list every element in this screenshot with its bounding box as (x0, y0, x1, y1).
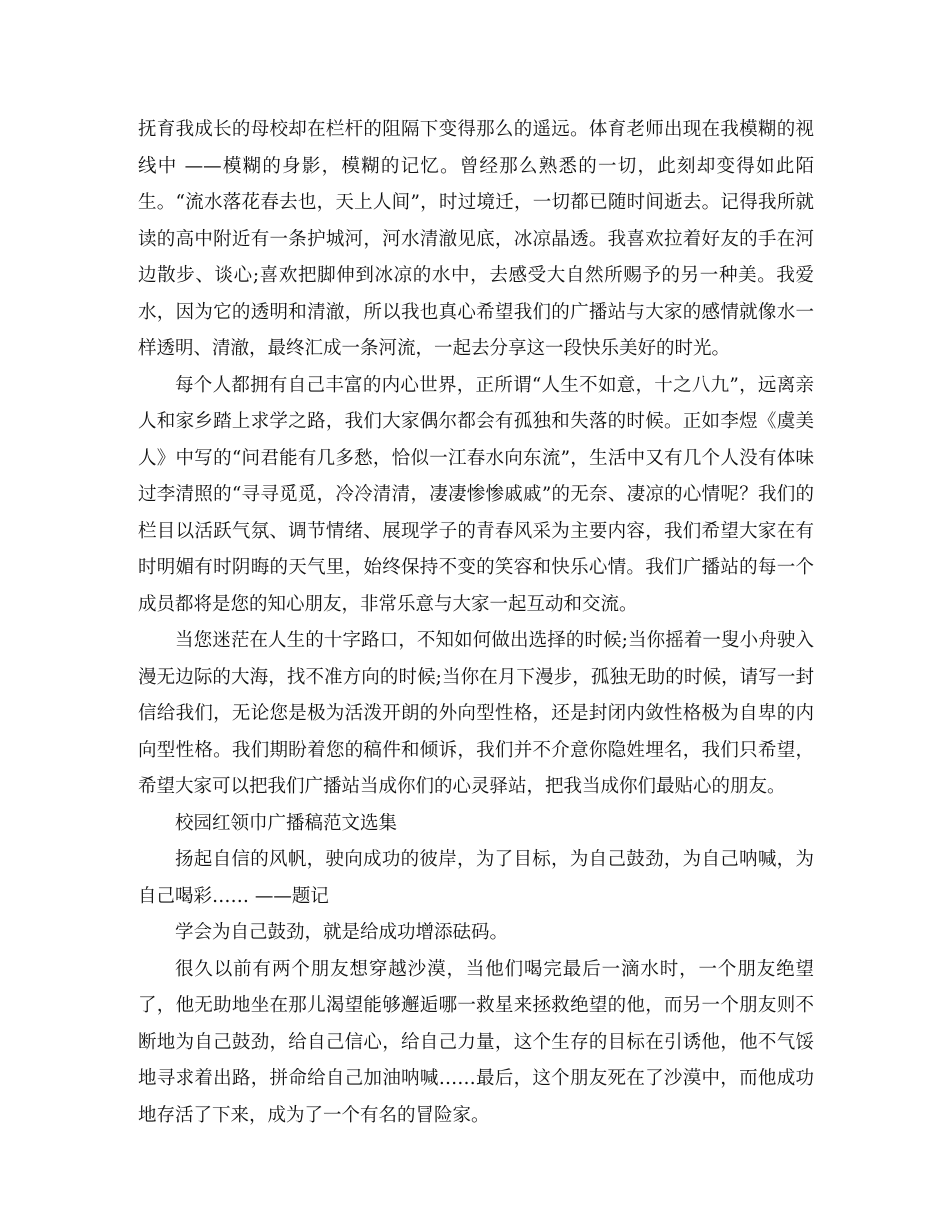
paragraph-6: 学会为自己鼓劲，就是给成功增添砝码。 (175, 922, 509, 943)
paragraph-1: 抚育我成长的母校却在栏杆的阻隔下变得那么的遥远。体育老师出现在我模糊的视线中 ——模糊的身影，模糊的记忆。曾经那么熟悉的一切，此刻却变得如此陌生。“流水落花春去也，天上人间”，时过境迁，一切都已随时间逝去。记得我所就读的高中附近有一条护城河，河水清澈见底，冰凉晶透。我喜欢拉着好友的手在河边散步、谈心;喜欢把脚伸到冰凉的水中，去感受大自然所赐予的另一种美。我爱水，因为它的透明和清澈，所以我也真心希望我们的广播站与大家的感情就像水一样透明、清澈，最终汇成一条河流，一起去分享这一段快乐美好的时光。 (138, 119, 814, 359)
document-body (138, 112, 814, 1134)
paragraph-3: 当您迷茫在人生的十字路口，不知如何做出选择的时候;当你摇着一叟小舟驶入漫无边际的大海，找不准方向的时候;当你在月下漫步，孤独无助的时候，请写一封信给我们，无论您是极为活泼开朗的外向型性格，还是封闭内敛性格极为自卑的内向型性格。我们期盼着您的稿件和倾诉，我们并不介意你隐姓埋名，我们只希望，希望大家可以把我们广播站当成你们的心灵驿站，把我当成你们最贴心的朋友。 (138, 630, 814, 797)
paragraph-7: 很久以前有两个朋友想穿越沙漠，当他们喝完最后一滴水时，一个朋友绝望了，他无助地坐在那儿渴望能够邂逅哪一救星来拯救绝望的他，而另一个朋友则不断地为自己鼓劲，给自己信心，给自己力量，这个生存的目标在引诱他，他不气馁地寻求着出路，拼命给自己加油呐喊……最后，这个朋友死在了沙漠中，而他成功地存活了下来，成为了一个有名的冒险家。 (138, 958, 814, 1126)
paragraph-2: 每个人都拥有自己丰富的内心世界，正所谓“人生不如意，十之八九”，远离亲人和家乡踏上求学之路，我们大家偶尔都会有孤独和失落的时候。正如李煜《虞美人》中写的“问君能有几多愁，恰似一江春水向东流”，生活中又有几个人没有体味过李清照的“寻寻觅觅，冷冷清清，凄凄惨惨戚戚”的无奈、凄凉的心情呢？我们的栏目以活跃气氛、调节情绪、展现学子的青春风采为主要内容，我们希望大家在有时明媚有时阴晦的天气里，始终保持不变的笑容和快乐心情。我们广播站的每一个成员都将是您的知心朋友，非常乐意与大家一起互动和交流。 (138, 374, 814, 615)
section-title: 校园红领巾广播稿范文选集 (175, 812, 398, 834)
epigraph: 扬起自信的风帆，驶向成功的彼岸，为了目标，为自己鼓劲，为自己呐喊，为自己喝彩…… ——题记 (138, 849, 814, 907)
